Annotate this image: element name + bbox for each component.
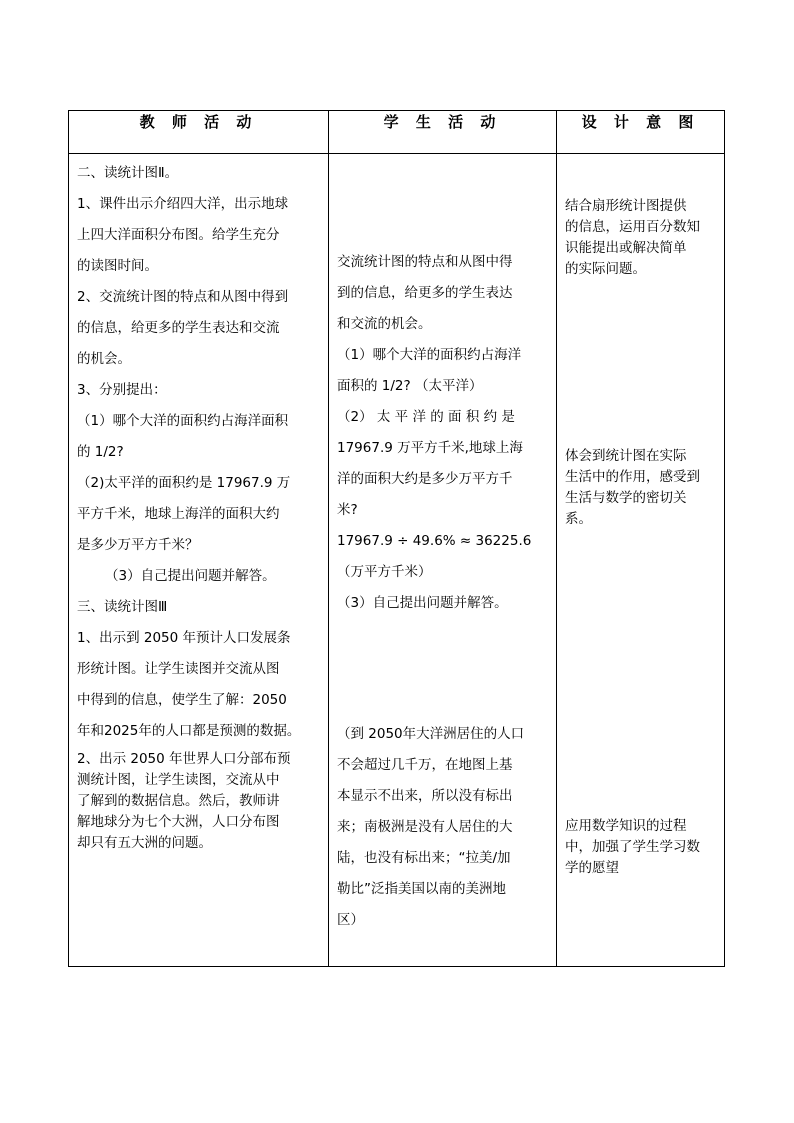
teacher-activity-cell bbox=[69, 154, 329, 967]
teacher-line: 却只有五大洲的问题。 bbox=[77, 835, 212, 851]
teacher-line: 中得到的信息，使学生了解：2050 bbox=[77, 692, 287, 708]
teacher-line: 上四大洋面积分布图。给学生充分 bbox=[77, 227, 280, 243]
teacher-line: 1、课件出示介绍四大洋，出示地球 bbox=[77, 196, 289, 212]
teacher-line: （3）自己提出问题并解答。 bbox=[105, 568, 276, 584]
student-line: （到 2050年大洋洲居住的人口 bbox=[337, 726, 525, 742]
student-line: 不会超过几千万，在地图上基 bbox=[337, 757, 513, 773]
design-line: 体会到统计图在实际 bbox=[565, 448, 687, 464]
teacher-line: 的信息，给更多的学生表达和交流 bbox=[77, 320, 280, 336]
header-row bbox=[69, 111, 725, 154]
teacher-line: 解地球分为七个大洲，人口分布图 bbox=[77, 814, 280, 830]
teacher-line: 三、读统计图Ⅲ bbox=[77, 599, 168, 615]
teacher-line: 2、出示 2050 年世界人口分部布预 bbox=[77, 751, 291, 767]
header-design-intent: 设 计 意 图 bbox=[557, 111, 725, 154]
design-line: 学的愿望 bbox=[565, 860, 619, 876]
student-line: 到的信息，给更多的学生表达 bbox=[337, 285, 513, 301]
design-line: 生活中的作用，感受到 bbox=[565, 469, 700, 485]
teacher-line: 形统计图。让学生读图并交流从图 bbox=[77, 661, 280, 677]
header-teacher-activity: 教 师 活 动 bbox=[69, 111, 329, 154]
teacher-line: 二、读统计图Ⅱ。 bbox=[77, 165, 179, 181]
design-line: 的信息，运用百分数知 bbox=[565, 219, 700, 235]
content-row bbox=[69, 154, 725, 967]
student-line: 交流统计图的特点和从图中得 bbox=[337, 254, 513, 270]
design-line: 生活与数学的密切关 bbox=[565, 490, 687, 506]
design-line: 结合扇形统计图提供 bbox=[565, 198, 687, 214]
lesson-plan-table bbox=[68, 110, 725, 967]
teacher-line: 了解到的数据信息。然后，教师讲 bbox=[77, 793, 280, 809]
teacher-line: 平方千米，地球上海洋的面积大约 bbox=[77, 506, 280, 522]
student-line: 和交流的机会。 bbox=[337, 316, 432, 332]
student-line: 勒比”泛指美国以南的美洲地 bbox=[337, 881, 506, 897]
teacher-line: 测统计图，让学生读图，交流从中 bbox=[77, 772, 280, 788]
student-activity-cell bbox=[329, 154, 557, 967]
teacher-line: 的 1/2? bbox=[77, 444, 124, 460]
student-line: 区） bbox=[337, 912, 364, 928]
design-line: 应用数学知识的过程 bbox=[565, 818, 687, 834]
student-line: 17967.9 万平方千米,地球上海 bbox=[337, 440, 523, 456]
teacher-line: 的机会。 bbox=[77, 351, 131, 367]
student-line: 米? bbox=[337, 502, 358, 518]
student-line: 17967.9 ÷ 49.6% ≈ 36225.6 bbox=[337, 533, 532, 549]
student-line: （万平方千米） bbox=[337, 564, 432, 580]
student-line: （2） 太 平 洋 的 面 积 约 是 bbox=[337, 409, 515, 425]
student-line: （3）自己提出问题并解答。 bbox=[337, 595, 508, 611]
student-line: 本显示不出来，所以没有标出 bbox=[337, 788, 513, 804]
student-line: （1）哪个大洋的面积约占海洋 bbox=[337, 347, 522, 363]
teacher-line: （1）哪个大洋的面积约占海洋面积 bbox=[77, 413, 289, 429]
design-intent-cell bbox=[557, 154, 725, 967]
student-line: 洋的面积大约是多少万平方千 bbox=[337, 471, 513, 487]
student-line: 来；南极洲是没有人居住的大 bbox=[337, 819, 513, 835]
design-line: 识能提出或解决简单 bbox=[565, 240, 687, 256]
teacher-line: 1、出示到 2050 年预计人口发展条 bbox=[77, 630, 291, 646]
teacher-line: 2、交流统计图的特点和从图中得到 bbox=[77, 289, 289, 305]
design-line: 系。 bbox=[565, 511, 592, 527]
teacher-line: （2)太平洋的面积约是 17967.9 万 bbox=[77, 475, 291, 491]
teacher-line: 3、分别提出： bbox=[77, 382, 167, 398]
header-student-activity: 学 生 活 动 bbox=[329, 111, 557, 154]
design-line: 中，加强了学生学习数 bbox=[565, 839, 700, 855]
teacher-line: 的读图时间。 bbox=[77, 258, 158, 274]
design-line: 的实际问题。 bbox=[565, 261, 646, 277]
teacher-line: 是多少万平方千米？ bbox=[77, 537, 199, 553]
teacher-line: 年和2025年的人口都是预测的数据。 bbox=[77, 723, 301, 739]
student-line: 陆，也没有标出来；“拉美/加 bbox=[337, 850, 511, 866]
student-line: 面积的 1/2? （太平洋） bbox=[337, 378, 483, 394]
